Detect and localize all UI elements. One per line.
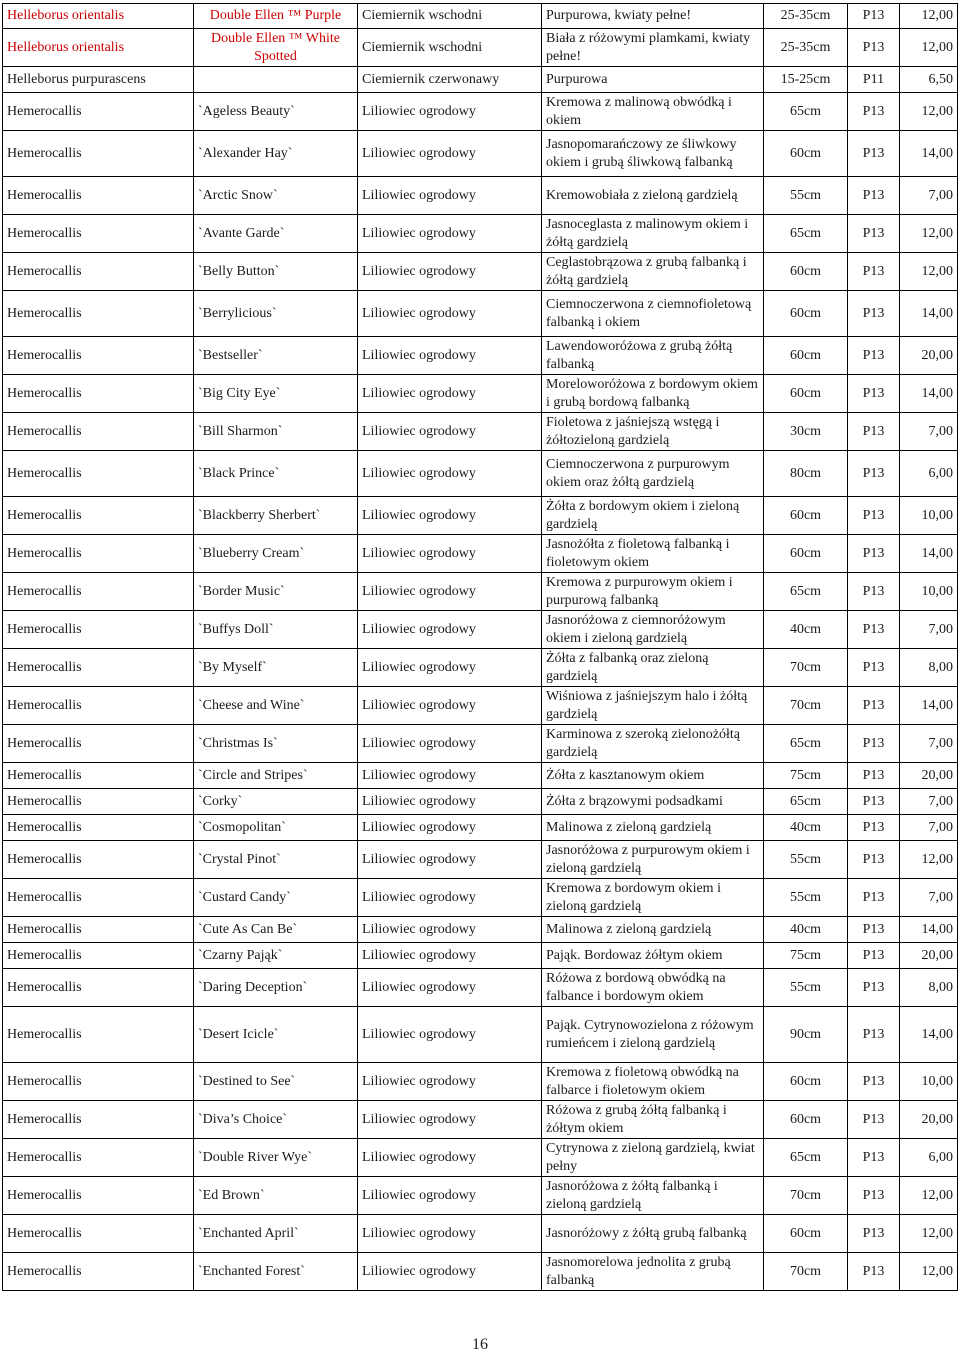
plant-common-name: Liliowiec ogrodowy xyxy=(358,131,542,177)
pot-size: P13 xyxy=(848,1253,900,1291)
plant-height: 60cm xyxy=(764,1101,848,1139)
plant-genus: Hemerocallis xyxy=(3,177,194,215)
plant-cultivar: `Berrylicious` xyxy=(194,291,358,337)
plant-common-name: Liliowiec ogrodowy xyxy=(358,1101,542,1139)
pot-size: P13 xyxy=(848,4,900,29)
pot-size: P13 xyxy=(848,879,900,917)
plant-description: Żółta z bordowym okiem i zieloną gardzielą xyxy=(542,497,764,535)
plant-height: 25-35cm xyxy=(764,29,848,67)
plant-genus: Hemerocallis xyxy=(3,1101,194,1139)
plant-price: 8,00 xyxy=(900,969,958,1007)
table-row xyxy=(3,1253,958,1291)
table-body xyxy=(3,4,958,1291)
plant-price: 14,00 xyxy=(900,131,958,177)
plant-cultivar: `Enchanted April` xyxy=(194,1215,358,1253)
plant-genus: Hemerocallis xyxy=(3,1177,194,1215)
plant-description: Kremowa z fioletową obwódką na falbarce i fioletowym okiem xyxy=(542,1063,764,1101)
plant-description: Malinowa z zieloną gardzielą xyxy=(542,917,764,943)
plant-description: Kremowa z malinową obwódką i okiem xyxy=(542,93,764,131)
plant-common-name: Liliowiec ogrodowy xyxy=(358,687,542,725)
table-row xyxy=(3,29,958,67)
plant-price: 14,00 xyxy=(900,687,958,725)
plant-description: Jasnoróżowa z żółtą falbanką i zieloną gardzielą xyxy=(542,1177,764,1215)
plant-genus: Hemerocallis xyxy=(3,841,194,879)
plant-genus: Hemerocallis xyxy=(3,215,194,253)
plant-cultivar: `Custard Candy` xyxy=(194,879,358,917)
plant-height: 55cm xyxy=(764,969,848,1007)
plant-genus: Hemerocallis xyxy=(3,789,194,815)
pot-size: P13 xyxy=(848,649,900,687)
plant-common-name: Liliowiec ogrodowy xyxy=(358,375,542,413)
plant-height: 65cm xyxy=(764,789,848,815)
plant-price: 10,00 xyxy=(900,497,958,535)
plant-common-name: Liliowiec ogrodowy xyxy=(358,1063,542,1101)
plant-price: 12,00 xyxy=(900,1215,958,1253)
pot-size: P13 xyxy=(848,497,900,535)
pot-size: P13 xyxy=(848,969,900,1007)
plant-height: 40cm xyxy=(764,917,848,943)
plant-common-name: Liliowiec ogrodowy xyxy=(358,763,542,789)
plant-common-name: Liliowiec ogrodowy xyxy=(358,215,542,253)
plant-price: 14,00 xyxy=(900,535,958,573)
plant-cultivar: `Diva’s Choice` xyxy=(194,1101,358,1139)
plant-common-name: Liliowiec ogrodowy xyxy=(358,1215,542,1253)
plant-genus: Hemerocallis xyxy=(3,375,194,413)
table-row xyxy=(3,1177,958,1215)
plant-cultivar: `Christmas Is` xyxy=(194,725,358,763)
plant-price: 12,00 xyxy=(900,1177,958,1215)
plant-height: 15-25cm xyxy=(764,67,848,93)
plant-price: 12,00 xyxy=(900,1253,958,1291)
table-row xyxy=(3,943,958,969)
plant-price: 8,00 xyxy=(900,649,958,687)
plant-cultivar: Double Ellen ™ White Spotted xyxy=(194,29,358,67)
plant-cultivar: `Czarny Pająk` xyxy=(194,943,358,969)
plant-price: 12,00 xyxy=(900,93,958,131)
table-row xyxy=(3,815,958,841)
plant-cultivar: `Ed Brown` xyxy=(194,1177,358,1215)
table-row xyxy=(3,841,958,879)
plant-common-name: Liliowiec ogrodowy xyxy=(358,969,542,1007)
plant-price: 7,00 xyxy=(900,879,958,917)
pot-size: P13 xyxy=(848,535,900,573)
plant-price: 12,00 xyxy=(900,4,958,29)
plant-common-name: Liliowiec ogrodowy xyxy=(358,789,542,815)
pot-size: P13 xyxy=(848,917,900,943)
plant-cultivar: `Corky` xyxy=(194,789,358,815)
table-row xyxy=(3,1101,958,1139)
table-row xyxy=(3,1063,958,1101)
plant-description: Purpurowa xyxy=(542,67,764,93)
plant-common-name: Liliowiec ogrodowy xyxy=(358,1007,542,1063)
plant-cultivar: `Ageless Beauty` xyxy=(194,93,358,131)
plant-height: 40cm xyxy=(764,815,848,841)
plant-common-name: Liliowiec ogrodowy xyxy=(358,841,542,879)
plant-common-name: Liliowiec ogrodowy xyxy=(358,725,542,763)
plant-common-name: Liliowiec ogrodowy xyxy=(358,291,542,337)
plant-description: Biała z różowymi plamkami, kwiaty pełne! xyxy=(542,29,764,67)
plant-price: 20,00 xyxy=(900,337,958,375)
plant-description: Pająk. Cytrynowozielona z różowym rumieńcem i zieloną gardzielą xyxy=(542,1007,764,1063)
plant-height: 60cm xyxy=(764,337,848,375)
plant-genus: Hemerocallis xyxy=(3,535,194,573)
plant-description: Cytrynowa z zieloną gardzielą, kwiat pełny xyxy=(542,1139,764,1177)
table-row xyxy=(3,67,958,93)
pot-size: P13 xyxy=(848,687,900,725)
table-row xyxy=(3,177,958,215)
pot-size: P13 xyxy=(848,177,900,215)
plant-common-name: Liliowiec ogrodowy xyxy=(358,535,542,573)
plant-genus: Hemerocallis xyxy=(3,611,194,649)
plant-cultivar: `Avante Garde` xyxy=(194,215,358,253)
plant-cultivar xyxy=(194,67,358,93)
plant-genus: Helleborus orientalis xyxy=(3,29,194,67)
table-row xyxy=(3,789,958,815)
plant-price: 12,00 xyxy=(900,215,958,253)
table-row xyxy=(3,93,958,131)
plant-height: 60cm xyxy=(764,375,848,413)
plant-cultivar: `Enchanted Forest` xyxy=(194,1253,358,1291)
plant-description: Lawendoworóżowa z grubą żółtą falbanką xyxy=(542,337,764,375)
plant-genus: Hemerocallis xyxy=(3,253,194,291)
plant-common-name: Liliowiec ogrodowy xyxy=(358,611,542,649)
plant-height: 80cm xyxy=(764,451,848,497)
table-row xyxy=(3,215,958,253)
plant-common-name: Liliowiec ogrodowy xyxy=(358,879,542,917)
plant-height: 60cm xyxy=(764,131,848,177)
plant-height: 60cm xyxy=(764,253,848,291)
plant-description: Żółta z brązowymi podsadkami xyxy=(542,789,764,815)
plant-genus: Hemerocallis xyxy=(3,815,194,841)
pot-size: P11 xyxy=(848,67,900,93)
plant-description: Jasnomorelowa jednolita z grubą falbanką xyxy=(542,1253,764,1291)
price-list-table xyxy=(2,3,958,1291)
pot-size: P13 xyxy=(848,1101,900,1139)
plant-price: 7,00 xyxy=(900,177,958,215)
plant-price: 12,00 xyxy=(900,253,958,291)
plant-genus: Hemerocallis xyxy=(3,879,194,917)
pot-size: P13 xyxy=(848,1139,900,1177)
table-row xyxy=(3,291,958,337)
plant-description: Jasnoróżowy z żółtą grubą falbanką xyxy=(542,1215,764,1253)
plant-height: 40cm xyxy=(764,611,848,649)
plant-cultivar: `Black Prince` xyxy=(194,451,358,497)
plant-common-name: Ciemiernik czerwonawy xyxy=(358,67,542,93)
plant-description: Jasnoróżowa z ciemnoróżowym okiem i zieloną gardzielą xyxy=(542,611,764,649)
plant-common-name: Liliowiec ogrodowy xyxy=(358,573,542,611)
table-row xyxy=(3,1139,958,1177)
plant-cultivar: `Arctic Snow` xyxy=(194,177,358,215)
plant-genus: Hemerocallis xyxy=(3,969,194,1007)
plant-description: Purpurowa, kwiaty pełne! xyxy=(542,4,764,29)
pot-size: P13 xyxy=(848,291,900,337)
plant-cultivar: `Bill Sharmon` xyxy=(194,413,358,451)
plant-height: 65cm xyxy=(764,1139,848,1177)
plant-cultivar: `Cheese and Wine` xyxy=(194,687,358,725)
plant-description: Fioletowa z jaśniejszą wstęgą i żółtozieloną gardzielą xyxy=(542,413,764,451)
plant-cultivar: `Alexander Hay` xyxy=(194,131,358,177)
plant-cultivar: `Bestseller` xyxy=(194,337,358,375)
plant-price: 7,00 xyxy=(900,815,958,841)
plant-price: 20,00 xyxy=(900,1101,958,1139)
table-row xyxy=(3,131,958,177)
plant-cultivar: `By Myself` xyxy=(194,649,358,687)
plant-cultivar: `Destined to See` xyxy=(194,1063,358,1101)
pot-size: P13 xyxy=(848,253,900,291)
plant-height: 65cm xyxy=(764,573,848,611)
plant-height: 75cm xyxy=(764,763,848,789)
plant-cultivar: `Blueberry Cream` xyxy=(194,535,358,573)
plant-cultivar: `Belly Button` xyxy=(194,253,358,291)
plant-common-name: Liliowiec ogrodowy xyxy=(358,1139,542,1177)
pot-size: P13 xyxy=(848,789,900,815)
plant-price: 14,00 xyxy=(900,1007,958,1063)
plant-genus: Hemerocallis xyxy=(3,1215,194,1253)
table-row xyxy=(3,1215,958,1253)
plant-height: 70cm xyxy=(764,1253,848,1291)
plant-height: 60cm xyxy=(764,497,848,535)
plant-cultivar: `Daring Deception` xyxy=(194,969,358,1007)
plant-description: Ceglastobrązowa z grubą falbanką i żółtą gardzielą xyxy=(542,253,764,291)
plant-height: 60cm xyxy=(764,291,848,337)
plant-price: 7,00 xyxy=(900,725,958,763)
plant-height: 70cm xyxy=(764,649,848,687)
table-row xyxy=(3,1007,958,1063)
plant-price: 7,00 xyxy=(900,413,958,451)
plant-common-name: Liliowiec ogrodowy xyxy=(358,1253,542,1291)
pot-size: P13 xyxy=(848,215,900,253)
plant-cultivar: `Double River Wye` xyxy=(194,1139,358,1177)
plant-common-name: Liliowiec ogrodowy xyxy=(358,451,542,497)
pot-size: P13 xyxy=(848,375,900,413)
plant-height: 75cm xyxy=(764,943,848,969)
page-number: 16 xyxy=(472,1336,488,1353)
plant-height: 65cm xyxy=(764,93,848,131)
plant-description: Kremowa z bordowym okiem i zieloną gardzielą xyxy=(542,879,764,917)
plant-price: 7,00 xyxy=(900,789,958,815)
table-row xyxy=(3,917,958,943)
plant-price: 6,00 xyxy=(900,451,958,497)
plant-cultivar: `Crystal Pinot` xyxy=(194,841,358,879)
pot-size: P13 xyxy=(848,725,900,763)
plant-common-name: Liliowiec ogrodowy xyxy=(358,337,542,375)
plant-price: 12,00 xyxy=(900,29,958,67)
pot-size: P13 xyxy=(848,451,900,497)
table-row xyxy=(3,497,958,535)
pot-size: P13 xyxy=(848,943,900,969)
pot-size: P13 xyxy=(848,1215,900,1253)
plant-price: 12,00 xyxy=(900,841,958,879)
plant-description: Jasnopomarańczowy ze śliwkowy okiem i grubą śliwkową falbanką xyxy=(542,131,764,177)
plant-common-name: Ciemiernik wschodni xyxy=(358,4,542,29)
pot-size: P13 xyxy=(848,337,900,375)
plant-common-name: Liliowiec ogrodowy xyxy=(358,943,542,969)
plant-description: Ciemnoczerwona z purpurowym okiem oraz żółtą gardzielą xyxy=(542,451,764,497)
plant-common-name: Liliowiec ogrodowy xyxy=(358,413,542,451)
plant-price: 7,00 xyxy=(900,611,958,649)
plant-common-name: Liliowiec ogrodowy xyxy=(358,649,542,687)
table-row xyxy=(3,535,958,573)
plant-common-name: Liliowiec ogrodowy xyxy=(358,497,542,535)
plant-description: Malinowa z zieloną gardzielą xyxy=(542,815,764,841)
plant-genus: Hemerocallis xyxy=(3,93,194,131)
table-row xyxy=(3,687,958,725)
plant-cultivar: `Cute As Can Be` xyxy=(194,917,358,943)
pot-size: P13 xyxy=(848,1177,900,1215)
plant-common-name: Liliowiec ogrodowy xyxy=(358,177,542,215)
plant-price: 14,00 xyxy=(900,917,958,943)
pot-size: P13 xyxy=(848,1063,900,1101)
plant-cultivar: `Circle and Stripes` xyxy=(194,763,358,789)
plant-price: 14,00 xyxy=(900,291,958,337)
plant-cultivar: Double Ellen ™ Purple xyxy=(194,4,358,29)
plant-common-name: Liliowiec ogrodowy xyxy=(358,253,542,291)
pot-size: P13 xyxy=(848,29,900,67)
plant-height: 25-35cm xyxy=(764,4,848,29)
pot-size: P13 xyxy=(848,611,900,649)
plant-cultivar: `Big City Eye` xyxy=(194,375,358,413)
plant-description: Różowa z bordową obwódką na falbance i bordowym okiem xyxy=(542,969,764,1007)
table-row xyxy=(3,879,958,917)
plant-genus: Hemerocallis xyxy=(3,413,194,451)
plant-genus: Hemerocallis xyxy=(3,649,194,687)
plant-cultivar: `Desert Icicle` xyxy=(194,1007,358,1063)
plant-height: 30cm xyxy=(764,413,848,451)
table-row xyxy=(3,4,958,29)
plant-height: 60cm xyxy=(764,1215,848,1253)
plant-genus: Hemerocallis xyxy=(3,451,194,497)
plant-height: 60cm xyxy=(764,535,848,573)
plant-description: Żółta z falbanką oraz zieloną gardzielą xyxy=(542,649,764,687)
plant-genus: Hemerocallis xyxy=(3,573,194,611)
plant-genus: Hemerocallis xyxy=(3,1007,194,1063)
plant-height: 55cm xyxy=(764,879,848,917)
pot-size: P13 xyxy=(848,763,900,789)
plant-genus: Hemerocallis xyxy=(3,497,194,535)
plant-common-name: Liliowiec ogrodowy xyxy=(358,917,542,943)
plant-price: 10,00 xyxy=(900,573,958,611)
pot-size: P13 xyxy=(848,131,900,177)
plant-genus: Hemerocallis xyxy=(3,131,194,177)
plant-genus: Hemerocallis xyxy=(3,763,194,789)
plant-height: 60cm xyxy=(764,1063,848,1101)
plant-description: Jasnożółta z fioletową falbanką i fioletowym okiem xyxy=(542,535,764,573)
pot-size: P13 xyxy=(848,413,900,451)
table-row xyxy=(3,337,958,375)
plant-height: 70cm xyxy=(764,687,848,725)
plant-description: Moreloworóżowa z bordowym okiem i grubą bordową falbanką xyxy=(542,375,764,413)
table-row xyxy=(3,573,958,611)
plant-common-name: Liliowiec ogrodowy xyxy=(358,1177,542,1215)
table-row xyxy=(3,375,958,413)
plant-price: 10,00 xyxy=(900,1063,958,1101)
pot-size: P13 xyxy=(848,841,900,879)
plant-cultivar: `Blackberry Sherbert` xyxy=(194,497,358,535)
plant-description: Kremowobiała z zieloną gardzielą xyxy=(542,177,764,215)
plant-common-name: Liliowiec ogrodowy xyxy=(358,815,542,841)
plant-genus: Hemerocallis xyxy=(3,725,194,763)
plant-price: 6,00 xyxy=(900,1139,958,1177)
plant-description: Różowa z grubą żółtą falbanką i żółtym okiem xyxy=(542,1101,764,1139)
table-row xyxy=(3,611,958,649)
plant-price: 14,00 xyxy=(900,375,958,413)
plant-height: 55cm xyxy=(764,177,848,215)
plant-height: 65cm xyxy=(764,215,848,253)
pot-size: P13 xyxy=(848,573,900,611)
plant-genus: Helleborus purpurascens xyxy=(3,67,194,93)
plant-description: Pająk. Bordowaz żółtym okiem xyxy=(542,943,764,969)
table-row xyxy=(3,725,958,763)
plant-description: Żółta z kasztanowym okiem xyxy=(542,763,764,789)
pot-size: P13 xyxy=(848,815,900,841)
plant-height: 90cm xyxy=(764,1007,848,1063)
plant-genus: Helleborus orientalis xyxy=(3,4,194,29)
plant-genus: Hemerocallis xyxy=(3,291,194,337)
plant-price: 20,00 xyxy=(900,943,958,969)
table-row xyxy=(3,969,958,1007)
plant-description: Karminowa z szeroką zielonożółtą gardzielą xyxy=(542,725,764,763)
pot-size: P13 xyxy=(848,93,900,131)
plant-height: 70cm xyxy=(764,1177,848,1215)
plant-cultivar: `Buffys Doll` xyxy=(194,611,358,649)
plant-genus: Hemerocallis xyxy=(3,1253,194,1291)
plant-description: Jasnoróżowa z purpurowym okiem i zieloną gardzielą xyxy=(542,841,764,879)
pot-size: P13 xyxy=(848,1007,900,1063)
plant-genus: Hemerocallis xyxy=(3,1063,194,1101)
plant-cultivar: `Border Music` xyxy=(194,573,358,611)
table-row xyxy=(3,451,958,497)
plant-genus: Hemerocallis xyxy=(3,337,194,375)
plant-height: 55cm xyxy=(764,841,848,879)
plant-description: Ciemnoczerwona z ciemnofioletową falbanką i okiem xyxy=(542,291,764,337)
table-row xyxy=(3,649,958,687)
plant-description: Kremowa z purpurowym okiem i purpurową falbanką xyxy=(542,573,764,611)
table-row xyxy=(3,413,958,451)
table-row xyxy=(3,253,958,291)
plant-price: 20,00 xyxy=(900,763,958,789)
plant-description: Wiśniowa z jaśniejszym halo i żółtą gardzielą xyxy=(542,687,764,725)
plant-common-name: Ciemiernik wschodni xyxy=(358,29,542,67)
plant-common-name: Liliowiec ogrodowy xyxy=(358,93,542,131)
plant-genus: Hemerocallis xyxy=(3,687,194,725)
plant-description: Jasnoceglasta z malinowym okiem i żółtą gardzielą xyxy=(542,215,764,253)
plant-genus: Hemerocallis xyxy=(3,1139,194,1177)
plant-genus: Hemerocallis xyxy=(3,917,194,943)
plant-price: 6,50 xyxy=(900,67,958,93)
plant-height: 65cm xyxy=(764,725,848,763)
table-row xyxy=(3,763,958,789)
plant-cultivar: `Cosmopolitan` xyxy=(194,815,358,841)
plant-genus: Hemerocallis xyxy=(3,943,194,969)
